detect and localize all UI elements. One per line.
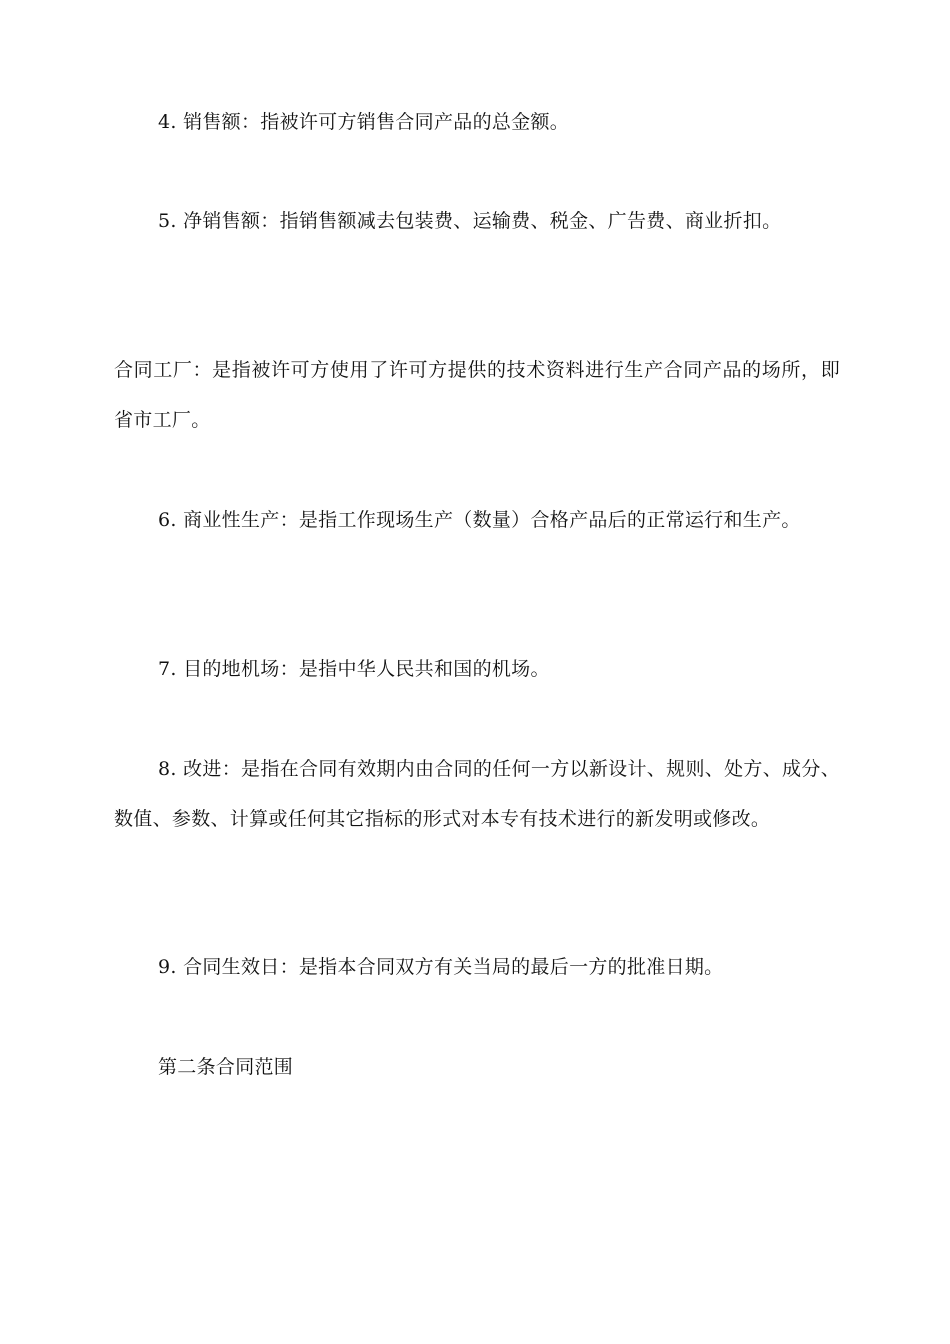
paragraph-improvement: 8. 改进：是指在合同有效期内由合同的任何一方以新设计、规则、处方、成分、数值、参数、计算或任何其它指标的形式对本专有技术进行的新发明或修改。 (114, 758, 840, 830)
section-heading-contract-scope: 第二条合同范围 (158, 1056, 294, 1078)
paragraph-contract-factory: 合同工厂：是指被许可方使用了许可方提供的技术资料进行生产合同产品的场所，即省市工厂。 (114, 359, 840, 431)
paragraph-effective-date: 9. 合同生效日：是指本合同双方有关当局的最后一方的批准日期。 (158, 956, 724, 978)
paragraph-net-sales: 5. 净销售额：指销售额减去包装费、运输费、税金、广告费、商业折扣。 (158, 210, 782, 232)
paragraph-sales-amount: 4. 销售额：指被许可方销售合同产品的总金额。 (158, 111, 570, 133)
paragraph-destination-airport: 7. 目的地机场：是指中华人民共和国的机场。 (158, 658, 550, 680)
paragraph-commercial-production: 6. 商业性生产：是指工作现场生产（数量）合格产品后的正常运行和生产。 (158, 509, 801, 531)
